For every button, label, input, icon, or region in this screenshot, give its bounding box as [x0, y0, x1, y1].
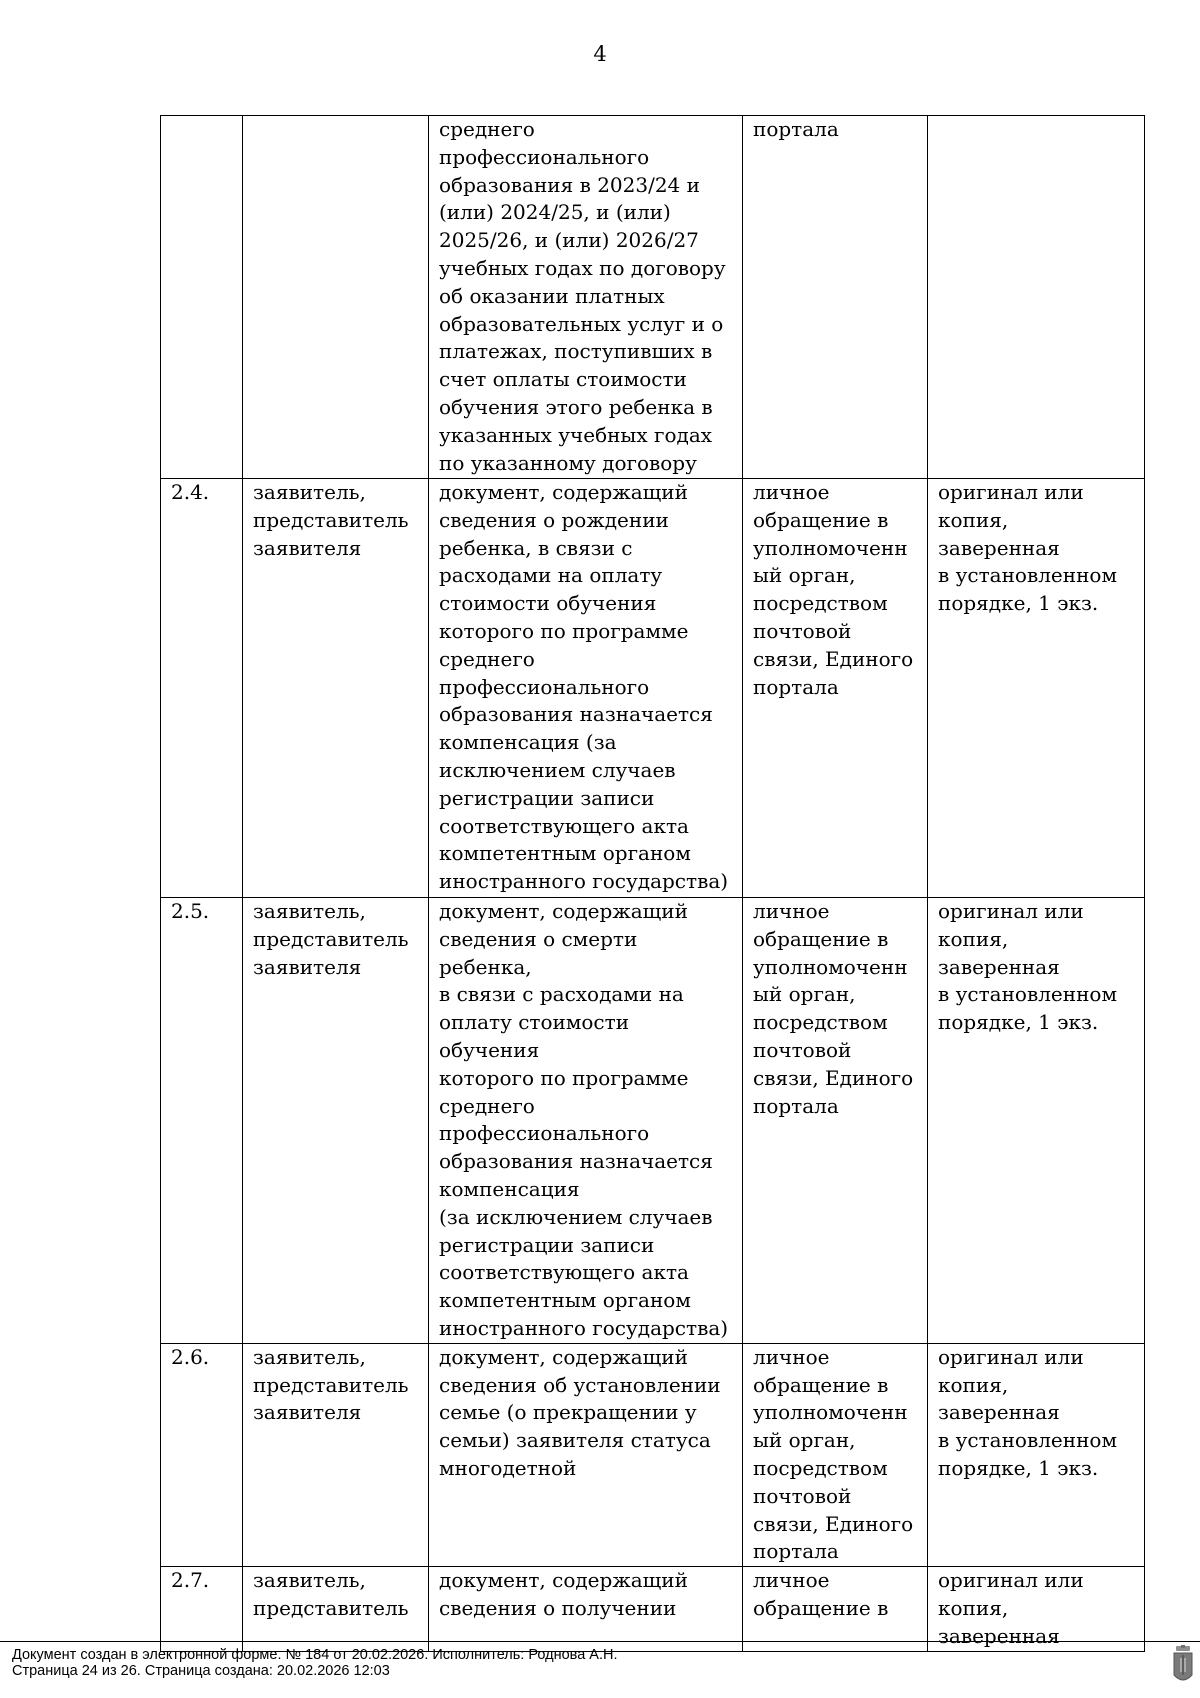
- document-description: документ, содержащий сведения о получении: [429, 1567, 743, 1651]
- footer-page-info: Страница 24 из 26. Страница создана: 20.02.2026 12:03: [12, 1663, 390, 1679]
- row-number: 2.7.: [161, 1567, 243, 1651]
- document-description: среднего профессионального образования в 2023/24 и (или) 2024/25, и (или) 2025/26, и (или) 2026/27 учебных годах по договору об оказании платных образовательных услуг и о платежах, поступивших в счет оплаты стоимости обучения этого ребенка в указанных учебных годах по указанному договору: [429, 116, 743, 479]
- submission-method: личное обращение в: [743, 1567, 928, 1651]
- page-number: 4: [593, 42, 607, 66]
- submission-method: личное обращение в уполномоченн ый орган, посредством почтовой связи, Единого портала: [743, 479, 928, 898]
- footer-document-info: Документ создан в электронной форме. № 184 от 20.02.2026. Исполнитель: Роднова А.Н.: [12, 1647, 618, 1663]
- document-form: оригинал или копия, заверенная в установленном порядке, 1 экз.: [928, 479, 1145, 898]
- document-form: оригинал или копия, заверенная в установленном порядке, 1 экз.: [928, 898, 1145, 1344]
- document-form: оригинал или копия, заверенная: [928, 1567, 1145, 1651]
- document-description: документ, содержащий сведения о смерти ребенка, в связи с расходами на оплату стоимости обучения которого по программе среднего профессионального образования назначается компенсация (за исключением случаев регистрации записи соответствующего акта компетентным органом иностранного государства): [429, 898, 743, 1344]
- row-number: 2.4.: [161, 479, 243, 898]
- row-number: 2.6.: [161, 1343, 243, 1566]
- table-row: [161, 1567, 1145, 1651]
- document-footer: [12, 1647, 618, 1679]
- document-description: документ, содержащий сведения о рождении ребенка, в связи с расходами на оплату стоимости обучения которого по программе среднего профессионального образования назначается компенсация (за исключением случаев регистрации записи соответствующего акта компетентным органом иностранного государства): [429, 479, 743, 898]
- row-number: [161, 116, 243, 479]
- row-number: 2.5.: [161, 898, 243, 1344]
- submission-method: личное обращение в уполномоченн ый орган, посредством почтовой связи, Единого портала: [743, 1343, 928, 1566]
- documents-table: [160, 115, 1145, 1652]
- document-description: документ, содержащий сведения об установлении семье (о прекращении у семьи) заявителя статуса многодетной: [429, 1343, 743, 1566]
- table-row: [161, 479, 1145, 898]
- applicant-cell: заявитель, представитель заявителя: [243, 1343, 429, 1566]
- document-form: [928, 116, 1145, 479]
- applicant-cell: заявитель, представитель заявителя: [243, 479, 429, 898]
- submission-method: портала: [743, 116, 928, 479]
- coat-of-arms-icon: [1172, 1645, 1194, 1685]
- submission-method: личное обращение в уполномоченн ый орган, посредством почтовой связи, Единого портала: [743, 898, 928, 1344]
- applicant-cell: заявитель, представитель заявителя: [243, 898, 429, 1344]
- table-row: [161, 1343, 1145, 1566]
- applicant-cell: заявитель, представитель: [243, 1567, 429, 1651]
- applicant-cell: [243, 116, 429, 479]
- document-form: оригинал или копия, заверенная в установленном порядке, 1 экз.: [928, 1343, 1145, 1566]
- table-row: [161, 898, 1145, 1344]
- footer-divider: [0, 1641, 1200, 1642]
- table-row: [161, 116, 1145, 479]
